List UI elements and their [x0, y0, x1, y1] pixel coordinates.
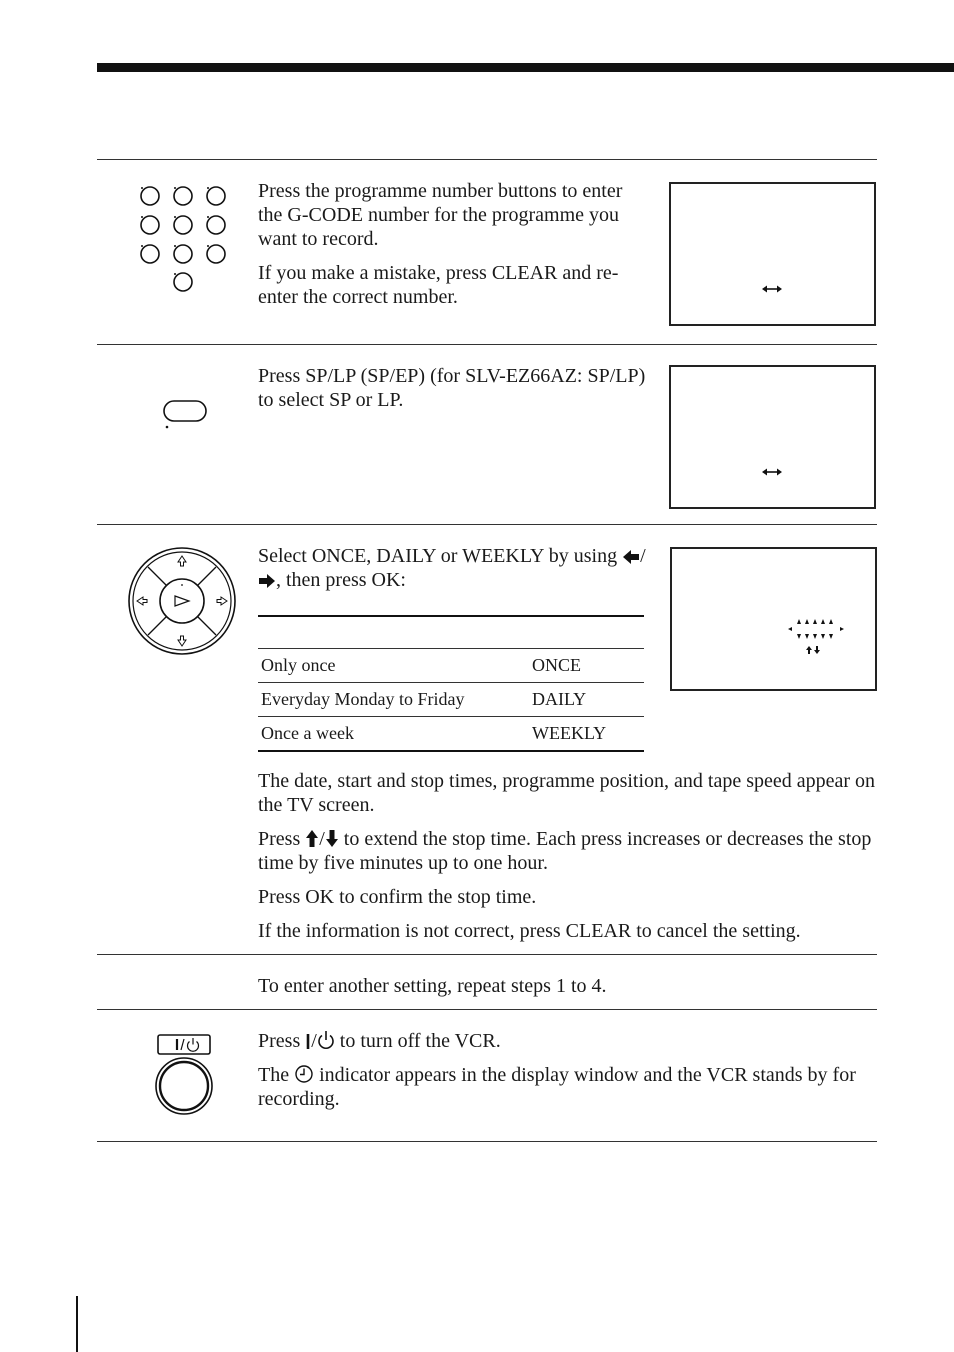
table-header-row: [258, 617, 644, 648]
step5-text: [258, 1029, 858, 1111]
step3-paragraph: The date, start and stop times, programme position, and tape speed appear on the TV screen.: [258, 770, 876, 816]
step3-details: [258, 769, 883, 943]
table-cell-description: Everyday Monday to Friday: [261, 689, 465, 709]
sp-lp-button-icon: [160, 398, 210, 432]
step5-indicator-pre: The: [258, 1064, 295, 1086]
step1-paragraph: Press the programme number buttons to enter the G-CODE number for the programme you want to record.: [258, 180, 623, 250]
flashing-selection-icon: [788, 615, 844, 659]
directional-pad-icon: [127, 546, 237, 656]
step5-indicator-post: indicator appears in the display window and the VCR stands by for recording.: [258, 1064, 856, 1110]
step3-intro-pre: Select ONCE, DAILY or WEEKLY by using: [258, 545, 623, 567]
step3-press-sep: /: [319, 828, 325, 850]
table-cell-description: Only once: [261, 655, 336, 675]
step5-press-post: to turn off the VCR.: [334, 1030, 501, 1052]
step3-press-post: to extend the stop time. Each press increases or decreases the stop time by five minutes up to one hour.: [258, 828, 872, 874]
table-cell-mode: ONCE: [532, 655, 581, 675]
numeric-keypad-icon: [136, 182, 232, 294]
step3-intro-post: , then press OK:: [276, 569, 406, 591]
section-divider: [97, 159, 877, 160]
tv-screen-display: [669, 182, 876, 326]
table-cell-mode: DAILY: [532, 689, 587, 709]
table-rule: [258, 750, 644, 752]
step5-press-pre: Press: [258, 1030, 306, 1052]
step2-text: [258, 364, 648, 412]
recording-mode-table: [258, 615, 644, 752]
section-divider: [97, 344, 877, 345]
section-divider: [97, 954, 877, 955]
section-divider: [97, 524, 877, 525]
arrow-right-icon: [258, 573, 276, 589]
step3-intro-sep: /: [640, 545, 646, 567]
table-row: [258, 683, 644, 716]
table-row: [258, 717, 644, 750]
arrow-up-icon: [305, 829, 319, 848]
step4-text: [258, 974, 858, 998]
step3-paragraph: Press OK to confirm the stop time.: [258, 886, 537, 908]
header-rule: [97, 63, 954, 72]
tv-screen-display: [670, 547, 877, 691]
page-edge-mark: [76, 1296, 78, 1352]
step5-press-sep: /: [311, 1030, 317, 1052]
step3-press-pre: Press: [258, 828, 306, 850]
left-right-arrows-icon: [761, 467, 783, 477]
tv-screen-display: [669, 365, 876, 509]
arrow-down-icon: [325, 829, 339, 848]
standby-symbol-icon: [317, 1030, 335, 1050]
table-row: [258, 649, 644, 682]
table-cell-description: Once a week: [261, 723, 354, 743]
step4-paragraph: To enter another setting, repeat steps 1 to 4.: [258, 975, 607, 997]
step3-intro: [258, 544, 648, 592]
step1-text: [258, 179, 648, 309]
timer-clock-icon: [294, 1064, 314, 1084]
power-button-icon: [153, 1033, 215, 1117]
left-right-arrows-icon: [761, 284, 783, 294]
step3-paragraph: If the information is not correct, press CLEAR to cancel the setting.: [258, 920, 801, 942]
arrow-left-icon: [622, 549, 640, 565]
table-cell-mode: WEEKLY: [532, 723, 607, 743]
section-divider: [97, 1009, 877, 1010]
step1-paragraph: If you make a mistake, press CLEAR and re-enter the correct number.: [258, 262, 619, 308]
section-divider: [97, 1141, 877, 1142]
step2-paragraph: Press SP/LP (SP/EP) (for SLV-EZ66AZ: SP/LP) to select SP or LP.: [258, 365, 646, 411]
